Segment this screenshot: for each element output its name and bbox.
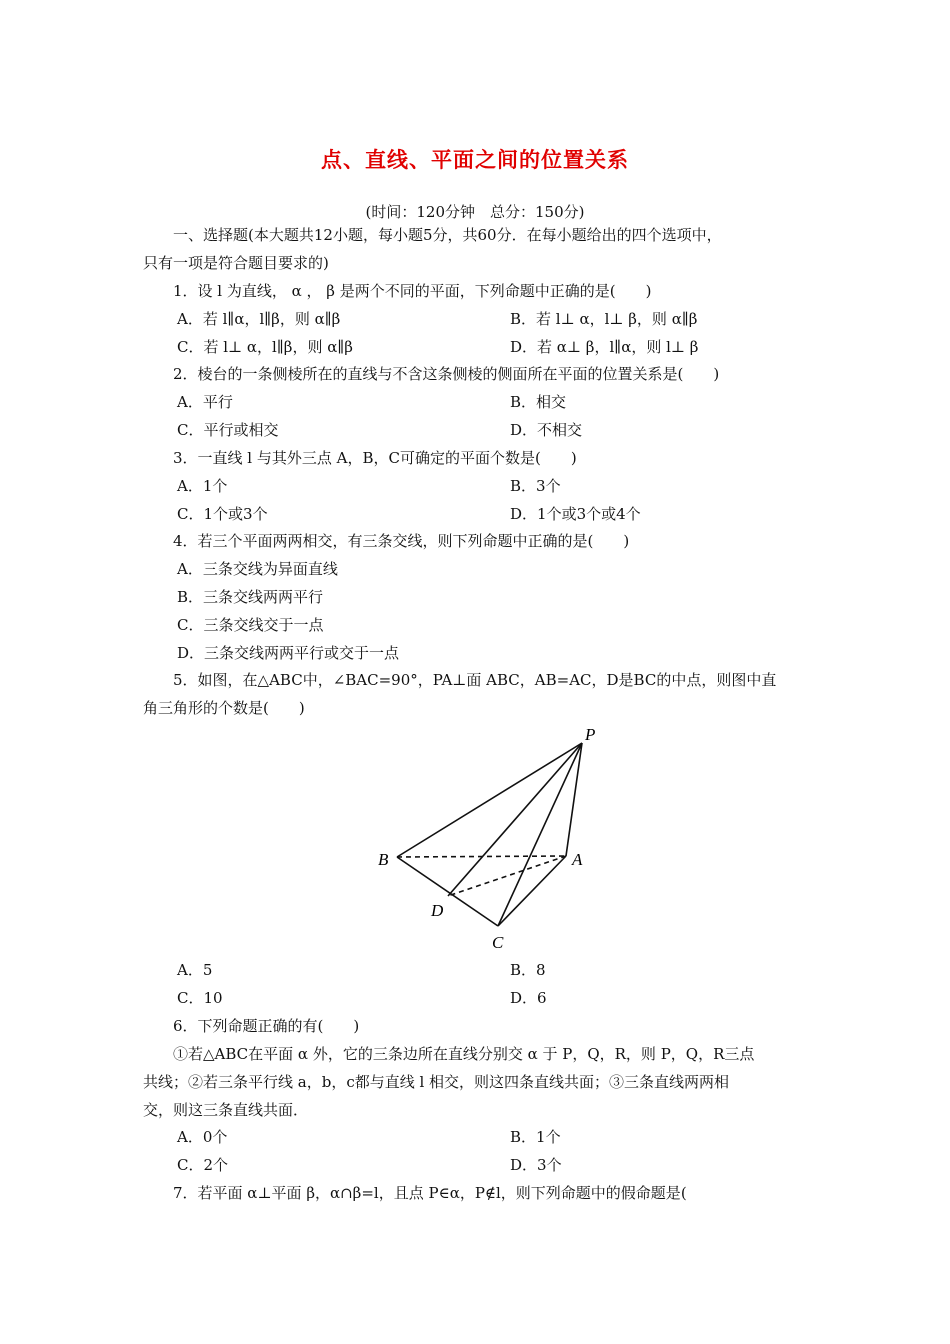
question-5-option-c: C．10 xyxy=(177,989,223,1007)
question-5-option-d: D．6 xyxy=(510,989,547,1007)
label-p: P xyxy=(585,725,596,744)
section-heading-line-2: 只有一项是符合题目要求的) xyxy=(143,254,329,272)
question-3-option-b: B．3个 xyxy=(510,477,561,495)
label-d: D xyxy=(431,901,444,920)
question-6-option-c: C．2个 xyxy=(177,1156,229,1174)
question-5-option-a: A．5 xyxy=(177,961,213,979)
page-title: 点、直线、平面之间的位置关系 xyxy=(321,147,629,172)
question-6-option-d: D．3个 xyxy=(510,1156,562,1174)
question-2-option-b: B．相交 xyxy=(510,393,567,411)
question-5-stem-line-1: 5．如图，在△ABC中，∠BAC=90°，PA⊥面 ABC，AB=AC，D是BC的中点，则图中直 xyxy=(173,671,777,689)
section-heading-line-1: 一、选择题(本大题共12小题，每小题5分，共60分．在每小题给出的四个选项中， xyxy=(173,226,722,244)
edge-pb xyxy=(397,743,582,857)
question-6-statement-line-3: 交，则这三条直线共面． xyxy=(143,1101,309,1119)
question-1-option-b: B．若 l⊥ α，l⊥ β，则 α∥β xyxy=(510,310,698,328)
exam-time-and-score: (时间：120分钟 总分：150分) xyxy=(365,203,585,221)
question-1-option-c: C．若 l⊥ α，l∥β，则 α∥β xyxy=(177,338,353,356)
edge-ab-hidden xyxy=(397,856,566,857)
edge-pd xyxy=(448,743,582,896)
question-2-option-a: A．平行 xyxy=(177,393,233,411)
question-4-option-b: B．三条交线两两平行 xyxy=(177,588,324,606)
question-4-option-c: C．三条交线交于一点 xyxy=(177,616,324,634)
question-2-stem: 2．棱台的一条侧棱所在的直线与不含这条侧棱的侧面所在平面的位置关系是( ) xyxy=(173,365,720,383)
pyramid-figure xyxy=(370,722,600,954)
question-7-stem: 7．若平面 α⊥平面 β，α∩β=l，且点 P∈α，P∉l，则下列命题中的假命题是( xyxy=(173,1184,687,1202)
edge-bc xyxy=(397,857,498,926)
label-c: C xyxy=(492,933,504,952)
question-2-option-d: D．不相交 xyxy=(510,421,583,439)
question-4-option-a: A．三条交线为异面直线 xyxy=(177,560,338,578)
question-6-statement-line-1: ①若△ABC在平面 α 外，它的三条边所在直线分别交 α 于 P，Q，R，则 P，Q，R三点 xyxy=(173,1045,755,1063)
question-5-stem-line-2: 角三角形的个数是( ) xyxy=(143,699,305,717)
question-6-option-b: B．1个 xyxy=(510,1128,561,1146)
question-6-option-a: A．0个 xyxy=(177,1128,228,1146)
question-2-option-c: C．平行或相交 xyxy=(177,421,279,439)
question-6-statement-line-2: 共线；②若三条平行线 a，b，c都与直线 l 相交，则这四条直线共面；③三条直线两两相 xyxy=(143,1073,730,1091)
question-4-stem: 4．若三个平面两两相交，有三条交线，则下列命题中正确的是( ) xyxy=(173,532,630,550)
question-3-stem: 3．一直线 l 与其外三点 A，B，C可确定的平面个数是( ) xyxy=(173,449,577,467)
question-4-option-d: D．三条交线两两平行或交于一点 xyxy=(177,644,400,662)
question-3-option-d: D．1个或3个或4个 xyxy=(510,505,641,523)
label-a: A xyxy=(572,850,583,869)
question-3-option-a: A．1个 xyxy=(177,477,228,495)
question-3-option-c: C．1个或3个 xyxy=(177,505,268,523)
question-6-stem: 6．下列命题正确的有( ) xyxy=(173,1017,360,1035)
edge-ac xyxy=(498,856,566,926)
label-b: B xyxy=(378,850,389,869)
question-5-option-b: B．8 xyxy=(510,961,546,979)
question-1-option-a: A．若 l∥α，l∥β，则 α∥β xyxy=(177,310,341,328)
question-1-option-d: D．若 α⊥ β，l∥α，则 l⊥ β xyxy=(510,338,699,356)
question-1-stem: 1．设 l 为直线， α ， β 是两个不同的平面，下列命题中正确的是( ) xyxy=(173,282,652,300)
